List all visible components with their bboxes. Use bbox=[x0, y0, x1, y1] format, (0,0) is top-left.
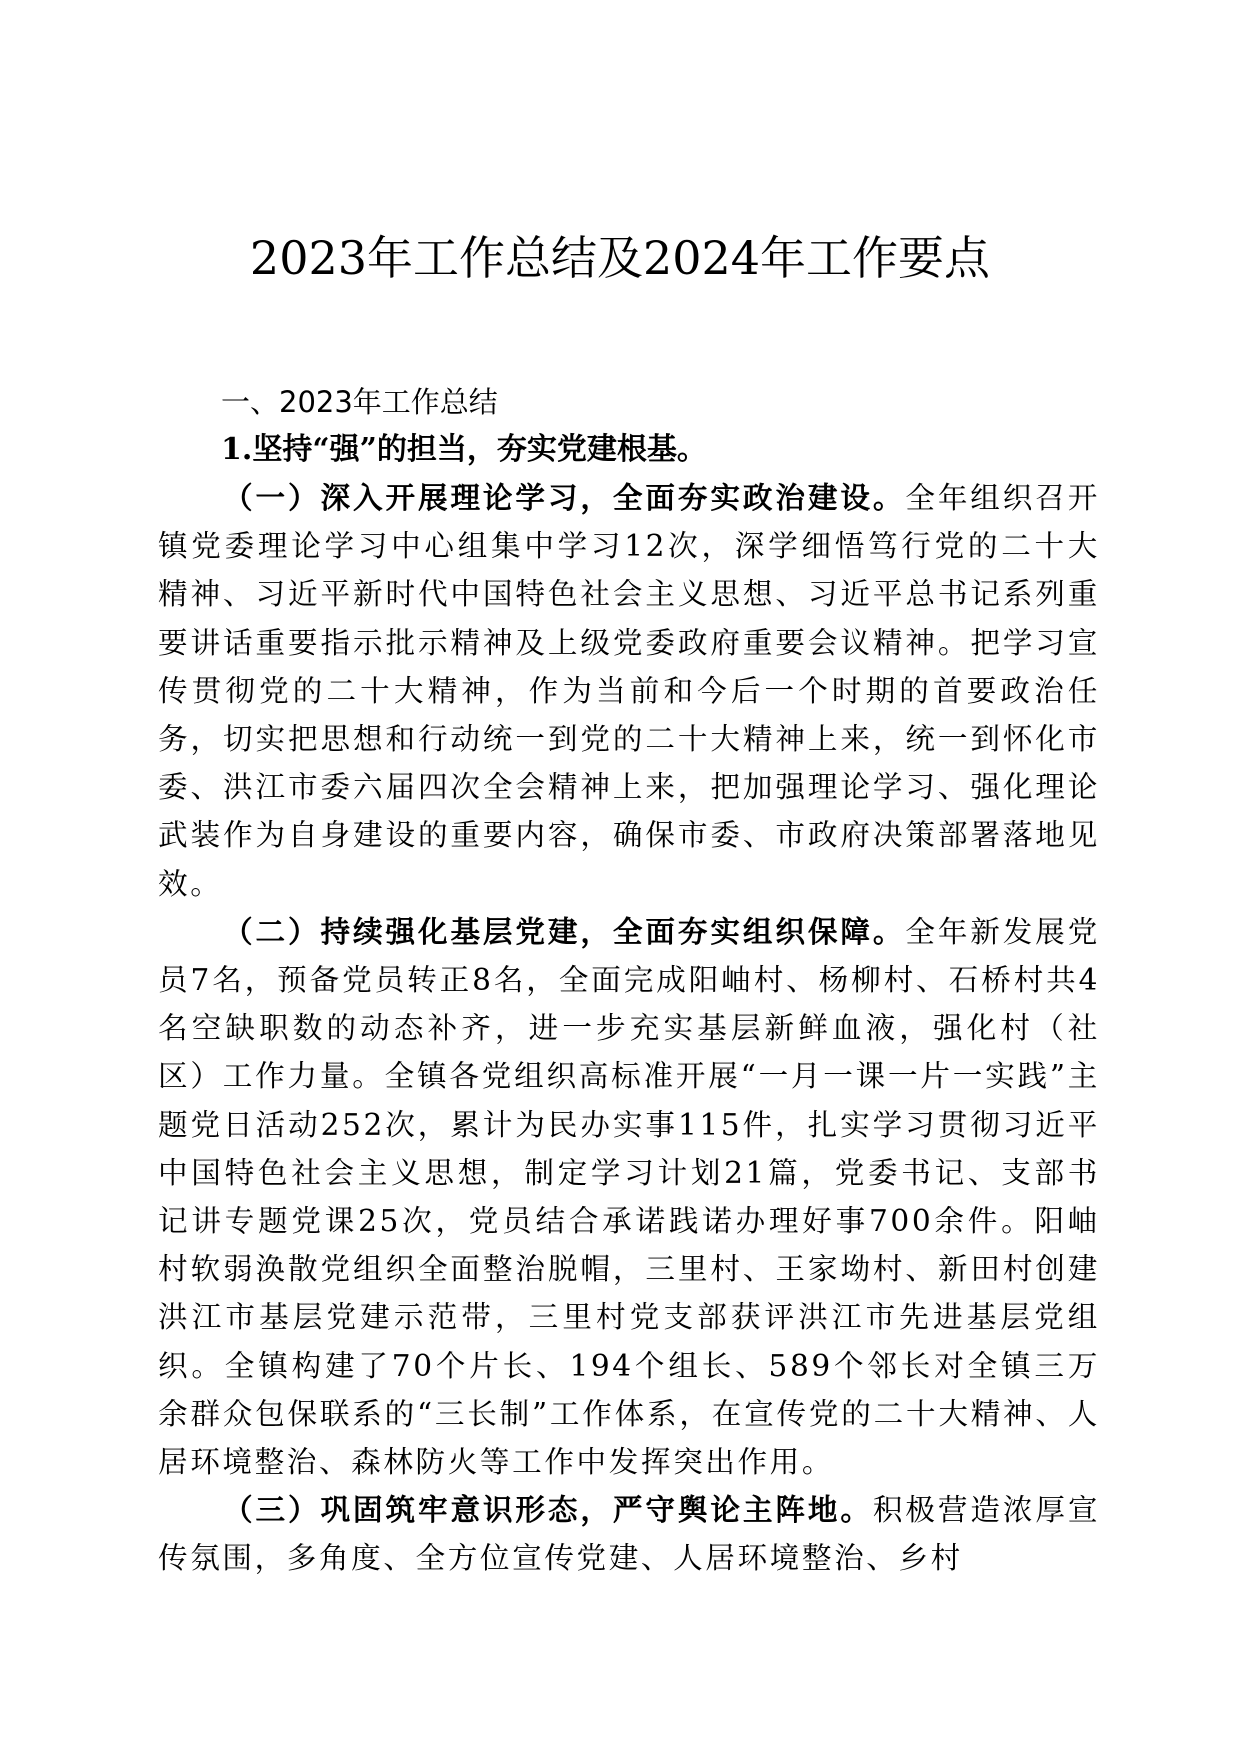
paragraph-ideology bbox=[158, 1486, 1100, 1582]
section-heading: 一、2023年工作总结 bbox=[221, 385, 498, 419]
paragraph-theory-study bbox=[158, 474, 1100, 908]
paragraph-lead: （一）深入开展理论学习，全面夯实政治建设。 bbox=[223, 480, 906, 515]
paragraph-lead: （三）巩固筑牢意识形态，严守舆论主阵地。 bbox=[223, 1492, 873, 1528]
paragraph-body: 全年新发展党员7名，预备党员转正8名，全面完成阳岫村、杨柳村、石桥村共4名空缺职数的动态补齐，进一步充实基层新鲜血液，强化村（社区）工作力量。全镇各党组织高标准开展“一月一课一片一实践”主题党日活动252次，累计为民办实事115件，扎实学习贯彻习近平中国特色社会主义思想，制定学习计划21篇，党委书记、支部书记讲专题党课25次，党员结合承诺践诺办理好事700余件。阳岫村软弱涣散党组织全面整治脱帽，三里村、王家坳村、新田村创建洪江市基层党建示范带，三里村党支部获评洪江市先进基层党组织。全镇构建了70个片长、194个组长、589个邻长对全镇三万余群众包保联系的“三长制”工作体系，在宣传党的二十大精神、人居环境整治、森林防火等工作中发挥突出作用。 bbox=[158, 914, 1100, 1480]
paragraph-grassroots-party bbox=[158, 908, 1100, 1486]
document-title: 2023年工作总结及2024年工作要点 bbox=[249, 231, 991, 285]
document-body bbox=[158, 378, 1100, 1583]
subsection-heading: 1.坚持“强”的担当，夯实党建根基。 bbox=[221, 432, 707, 467]
paragraph-lead: （二）持续强化基层党建，全面夯实组织保障。 bbox=[223, 913, 906, 949]
paragraph-body: 全年组织召开镇党委理论学习中心组集中学习12次，深学细悟笃行党的二十大精神、习近平新时代中国特色社会主义思想、习近平总书记系列重要讲话重要指示批示精神及上级党委政府重要会议精神。把学习宣传贯彻党的二十大精神，作为当前和今后一个时期的首要政治任务，切实把思想和行动统一到党的二十大精神上来，统一到怀化市委、洪江市委六届四次全会精神上来，把加强理论学习、强化理论武装作为自身建设的重要内容，确保市委、市政府决策部署落地见效。 bbox=[158, 481, 1100, 901]
paragraph-body: 积极营造浓厚宣传氛围，多角度、全方位宣传党建、人居环境整治、乡村 bbox=[158, 1493, 1101, 1576]
